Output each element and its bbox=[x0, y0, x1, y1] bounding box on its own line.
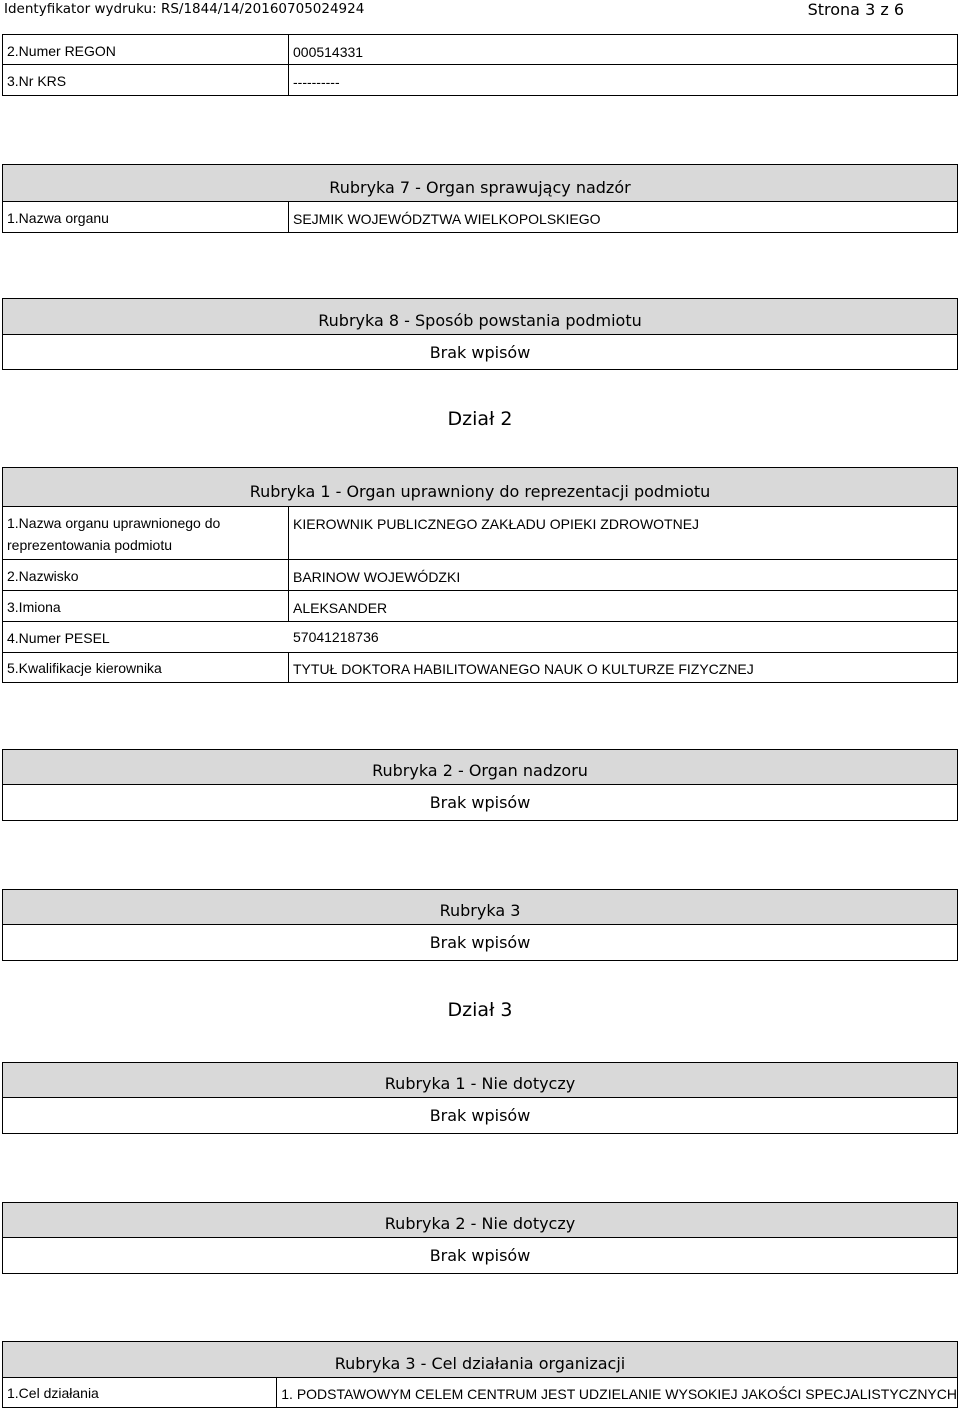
row-label: 3.Nr KRS bbox=[3, 65, 289, 95]
no-entries-text: Brak wpisów bbox=[2, 335, 958, 370]
row-label: 1.Nazwa organu bbox=[3, 202, 289, 232]
table-row bbox=[2, 202, 958, 233]
print-header bbox=[0, 0, 960, 20]
no-entries-text: Brak wpisów bbox=[2, 1238, 958, 1274]
row-label: 5.Kwalifikacje kierownika bbox=[3, 653, 289, 682]
dzial-2-rubryka-3-section bbox=[2, 889, 958, 961]
no-entries-text: Brak wpisów bbox=[2, 1098, 958, 1134]
dzial-3-rubryka-3-section bbox=[2, 1341, 958, 1408]
section-title: Rubryka 1 - Nie dotyczy bbox=[2, 1062, 958, 1098]
row-value: 000514331 bbox=[293, 44, 364, 60]
table-row bbox=[2, 560, 958, 591]
section-title: Rubryka 2 - Organ nadzoru bbox=[2, 749, 958, 785]
section-title: Rubryka 3 - Cel działania organizacji bbox=[2, 1341, 958, 1378]
row-value: 57041218736 bbox=[293, 629, 379, 645]
section-title: Rubryka 2 - Nie dotyczy bbox=[2, 1202, 958, 1238]
dzial-2-rubryka-2-section bbox=[2, 749, 958, 821]
rubryka-7-section bbox=[2, 164, 958, 233]
dzial-2-heading: Dział 2 bbox=[447, 408, 513, 430]
row-label: 1.Nazwa organu uprawnionego do reprezentowania podmiotu bbox=[3, 507, 289, 559]
table-row bbox=[2, 65, 958, 96]
table-row bbox=[2, 507, 958, 560]
row-label: 1.Cel działania bbox=[3, 1378, 277, 1407]
no-entries-text: Brak wpisów bbox=[2, 785, 958, 821]
row-value: 1. PODSTAWOWYM CELEM CENTRUM JEST UDZIELANIE WYSOKIEJ JAKOŚCI SPECJALISTYCZNYCH bbox=[281, 1386, 957, 1402]
row-value: TYTUŁ DOKTORA HABILITOWANEGO NAUK O KULTURZE FIZYCZNEJ bbox=[293, 661, 754, 677]
table-row bbox=[2, 1378, 958, 1408]
row-value: ALEKSANDER bbox=[293, 600, 388, 616]
rubryka-8-section bbox=[2, 298, 958, 370]
row-label: 2.Nazwisko bbox=[3, 560, 289, 590]
section-title: Rubryka 3 bbox=[2, 889, 958, 925]
row-value: ---------- bbox=[293, 74, 340, 90]
dzial-3-heading: Dział 3 bbox=[447, 999, 513, 1021]
table-row bbox=[2, 653, 958, 683]
section-title: Rubryka 8 - Sposób powstania podmiotu bbox=[2, 298, 958, 335]
print-identifier: Identyfikator wydruku: RS/1844/14/20160705024924 bbox=[4, 1, 365, 17]
table-row bbox=[2, 622, 958, 653]
dzial-3-rubryka-2-section bbox=[2, 1202, 958, 1274]
table-row bbox=[2, 591, 958, 622]
row-label: 4.Numer PESEL bbox=[7, 630, 110, 646]
dzial-3-rubryka-1-section bbox=[2, 1062, 958, 1134]
row-label: 3.Imiona bbox=[3, 591, 289, 621]
row-value: BARINOW WOJEWÓDZKI bbox=[293, 569, 461, 585]
row-value: KIEROWNIK PUBLICZNEGO ZAKŁADU OPIEKI ZDROWOTNEJ bbox=[293, 516, 700, 532]
registry-numbers-table bbox=[2, 34, 958, 96]
table-row bbox=[2, 34, 958, 65]
row-value: SEJMIK WOJEWÓDZTWA WIELKOPOLSKIEGO bbox=[293, 211, 601, 227]
section-title: Rubryka 1 - Organ uprawniony do reprezentacji podmiotu bbox=[2, 467, 958, 507]
dzial-2-rubryka-1-section bbox=[2, 467, 958, 683]
section-title: Rubryka 7 - Organ sprawujący nadzór bbox=[2, 164, 958, 202]
row-label: 2.Numer REGON bbox=[3, 35, 289, 64]
no-entries-text: Brak wpisów bbox=[2, 925, 958, 961]
page-number: Strona 3 z 6 bbox=[807, 0, 904, 19]
